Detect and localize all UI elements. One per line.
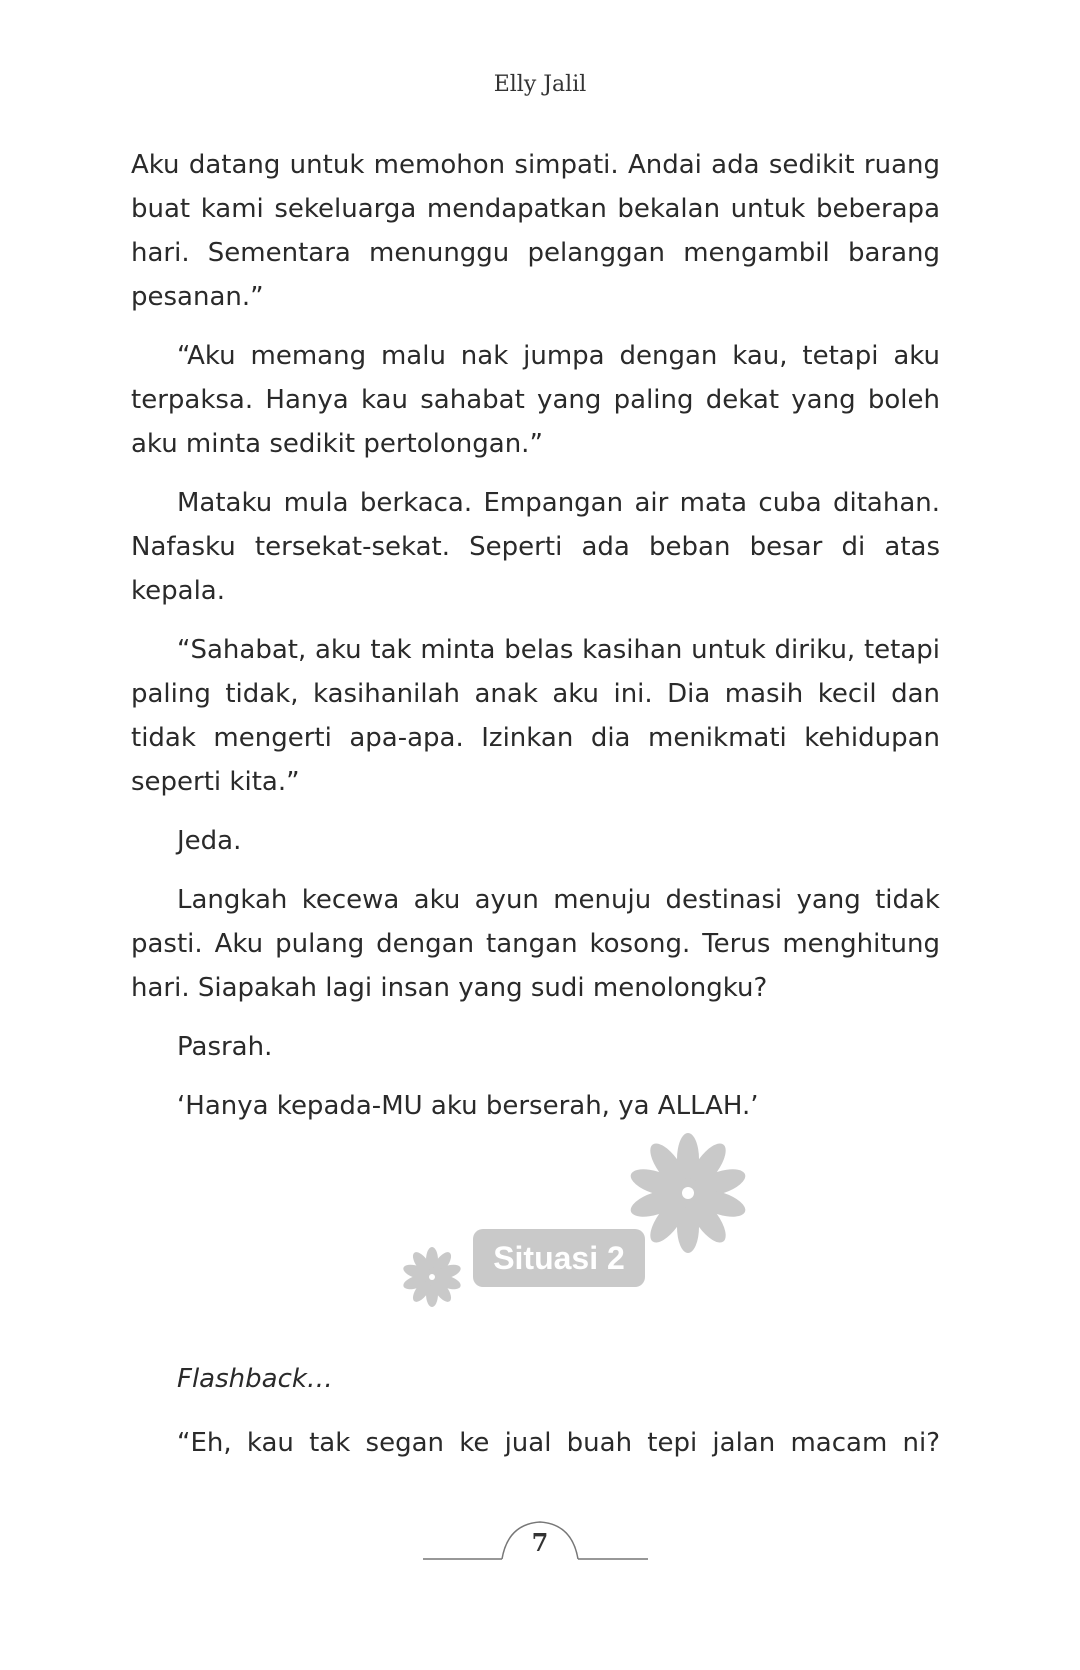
page-number: 7 <box>531 1528 549 1557</box>
paragraph: Langkah kecewa aku ayun menuju destinasi yang tidak pasti. Aku pulang dengan tangan kosong. Terus menghitung hari. Siapakah lagi insan yang sudi menolongku? <box>131 885 940 1003</box>
flower-icon <box>628 1133 749 1253</box>
paragraph: Pasrah. <box>177 1032 273 1062</box>
paragraph: “Sahabat, aku tak minta belas kasihan untuk diriku, tetapi paling tidak, kasihanilah anak aku ini. Dia masih kecil dan tidak mengerti apa-apa. Izinkan dia menikmati kehidupan seperti kita.” <box>131 635 940 797</box>
paragraph: “Aku memang malu nak jumpa dengan kau, tetapi aku terpaksa. Hanya kau sahabat yang paling dekat yang boleh aku minta sedikit pertolongan.” <box>131 341 940 459</box>
paragraph: ‘Hanya kepada-MU aku berserah, ya ALLAH.’ <box>177 1091 759 1121</box>
paragraph: Mataku mula berkaca. Empangan air mata cuba ditahan. Nafasku tersekat-sekat. Seperti ada beban besar di atas kepala. <box>131 488 940 606</box>
flower-icon <box>402 1247 463 1307</box>
paragraph: “Eh, kau tak segan ke jual buah tepi jalan macam ni? <box>177 1428 940 1458</box>
paragraph: Jeda. <box>177 826 242 856</box>
paragraph: Aku datang untuk memohon simpati. Andai ada sedikit ruang buat kami sekeluarga mendapatkan bekalan untuk beberapa hari. Sementara menunggu pelanggan mengambil barang pesanan.” <box>131 150 940 312</box>
section-heading: Situasi 2 <box>473 1229 645 1287</box>
running-header: Elly Jalil <box>493 72 587 97</box>
flashback-label: Flashback… <box>177 1364 333 1394</box>
body-text <box>131 143 940 1143</box>
